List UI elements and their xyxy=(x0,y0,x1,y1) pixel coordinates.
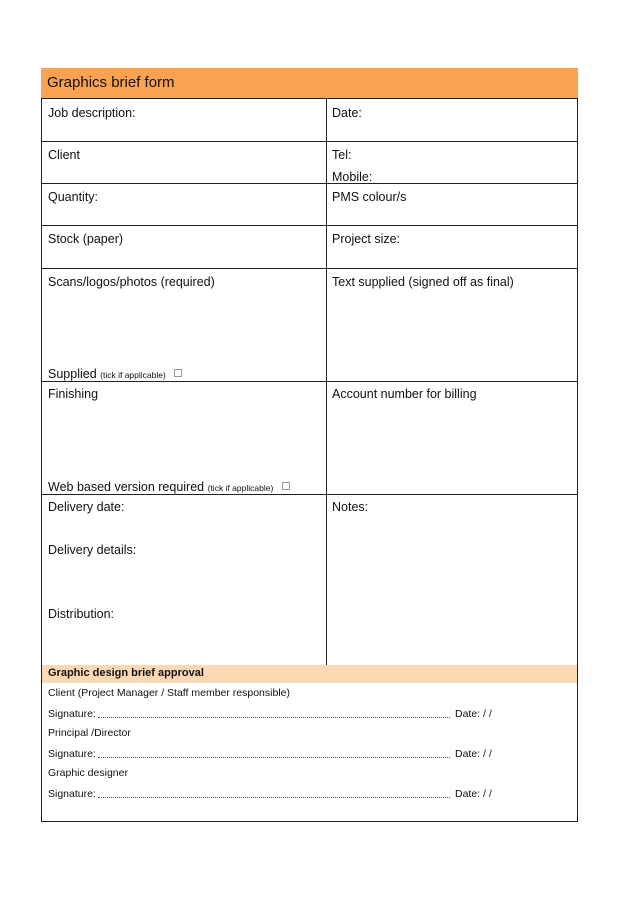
web-version-hint: (tick if applicable) xyxy=(207,483,274,493)
scans-label: Scans/logos/photos (required) xyxy=(48,275,215,289)
approval-header xyxy=(42,665,577,683)
form-title-bar xyxy=(41,68,578,98)
client-role-label: Client (Project Manager / Staff member responsible) xyxy=(48,687,290,699)
client-signature-row[interactable] xyxy=(48,708,508,720)
supplied-checkbox[interactable] xyxy=(174,369,182,377)
row-divider xyxy=(42,268,577,269)
account-number-label: Account number for billing xyxy=(332,387,477,401)
principal-role-label: Principal /Director xyxy=(48,727,131,739)
signature-label: Signature: xyxy=(48,708,96,720)
delivery-date-label: Delivery date: xyxy=(48,500,125,514)
brief-form xyxy=(41,98,578,822)
distribution-label: Distribution: xyxy=(48,607,114,621)
web-version-label: Web based version required xyxy=(48,480,205,494)
delivery-details-label: Delivery details: xyxy=(48,543,137,557)
date-field: Date: / / xyxy=(455,748,492,760)
project-size-label: Project size: xyxy=(332,232,401,246)
row-divider xyxy=(42,225,577,226)
row-divider xyxy=(42,381,577,382)
signature-label: Signature: xyxy=(48,748,96,760)
approval-heading: Graphic design brief approval xyxy=(48,667,204,679)
row-divider xyxy=(42,494,577,495)
mobile-label: Mobile: xyxy=(332,170,373,184)
notes-label: Notes: xyxy=(332,500,369,514)
signature-line[interactable] xyxy=(98,717,450,718)
designer-role-label: Graphic designer xyxy=(48,767,128,779)
web-version-row xyxy=(48,480,290,494)
client-label: Client xyxy=(48,148,80,162)
text-supplied-label: Text supplied (signed off as final) xyxy=(332,275,514,289)
tel-label: Tel: xyxy=(332,148,352,162)
signature-line[interactable] xyxy=(98,757,450,758)
pms-colours-label: PMS colour/s xyxy=(332,190,407,204)
form-title: Graphics brief form xyxy=(47,74,175,91)
row-divider xyxy=(42,141,577,142)
principal-signature-row[interactable] xyxy=(48,748,508,760)
date-field: Date: / / xyxy=(455,788,492,800)
supplied-label: Supplied xyxy=(48,367,97,381)
supplied-hint: (tick if applicable) xyxy=(100,370,166,380)
finishing-label: Finishing xyxy=(48,387,99,401)
row-divider xyxy=(42,183,577,184)
quantity-label: Quantity: xyxy=(48,190,99,204)
stock-label: Stock (paper) xyxy=(48,232,124,246)
job-description-label: Job description: xyxy=(48,106,136,120)
column-divider xyxy=(326,99,327,665)
designer-signature-row[interactable] xyxy=(48,788,508,800)
web-version-checkbox[interactable] xyxy=(282,482,290,490)
signature-label: Signature: xyxy=(48,788,96,800)
date-label: Date: xyxy=(332,106,362,120)
date-field: Date: / / xyxy=(455,708,492,720)
signature-line[interactable] xyxy=(98,797,450,798)
supplied-row xyxy=(48,367,182,381)
